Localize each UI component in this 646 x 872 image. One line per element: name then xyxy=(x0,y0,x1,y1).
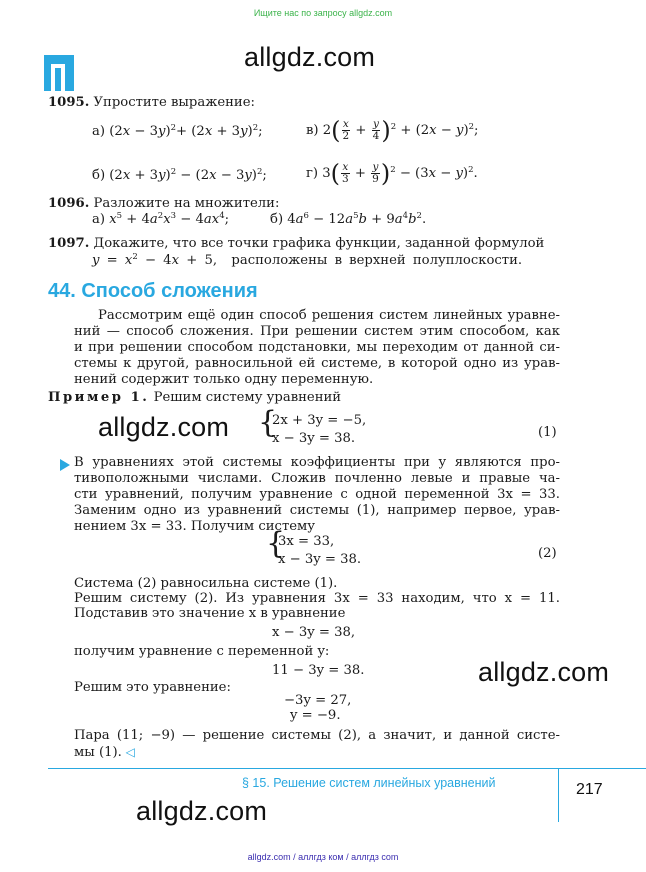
system-2-eq2: x − 3y = 38. xyxy=(278,552,362,567)
solution-line: сти уравнений, получим уравнение с одной переменной 3x = 33. xyxy=(74,487,560,502)
text-line-justified xyxy=(74,591,560,607)
exercise-1097-line1: 1097. Докажите, что все точки графика функции, заданной формулой xyxy=(48,236,545,251)
intro-paragraph xyxy=(74,308,560,388)
solution-line: тивоположными числами. Сложив почленно левые и правые ча- xyxy=(74,471,560,486)
text-line: Решим систему (2). Из уравнения 3x = 33 находим, что x = 11. xyxy=(74,591,560,606)
exercise-1095-v: в) 2( $\frac{x}{2}$ + $\frac{y}{4}$ )$^2 + (2x - y)^2$; xyxy=(306,116,479,145)
exercise-1096-header: 1096. Разложите на множители: xyxy=(48,196,280,211)
bottom-watermark: allgdz.com / аллгдз ком / аллгдз com xyxy=(247,852,399,862)
equation: 11 − 3y = 38. xyxy=(272,663,365,678)
text-line: Подставив это значение x в уравнение xyxy=(74,606,346,621)
footer-chapter: § 15. Решение систем линейных уравнений xyxy=(242,776,496,790)
example-heading: Пример 1. Решим систему уравнений xyxy=(48,390,342,405)
footer-divider xyxy=(48,768,558,769)
footer-divider-vertical xyxy=(558,768,559,822)
exercise-1096-b: б) $4a^6 - 12a^5b + 9a^4b^2$. xyxy=(270,211,427,227)
equation: x − 3y = 38, xyxy=(272,625,356,640)
section-title: 44. Способ сложения xyxy=(48,280,258,302)
exercise-1096-a: а) $x^5 + 4a^2x^3 - 4ax^4$; xyxy=(92,211,230,227)
text-line-justified xyxy=(74,728,560,744)
text-line: мы (1). ◁ xyxy=(74,745,135,760)
solution-line: Заменим одно из уравнений системы (1), например первое, урав- xyxy=(74,503,560,518)
solution-start-icon xyxy=(60,459,70,471)
system-1-label: (1) xyxy=(538,425,557,440)
text-line: Пара (11; −9) — решение системы (2), а значит, и данной систе- xyxy=(74,728,560,743)
watermark-4: allgdz.com xyxy=(136,796,268,826)
system-2-eq1: 3x = 33, xyxy=(278,534,335,549)
exercise-1095-header: 1095. Упростите выражение: xyxy=(48,95,255,110)
section-logo-icon xyxy=(44,55,74,91)
system-1-eq2: x − 3y = 38. xyxy=(272,431,356,446)
text-line: получим уравнение с переменной y: xyxy=(74,644,330,659)
top-watermark: Ищите нас по запросу allgdz.com xyxy=(253,8,393,18)
solution-paragraph xyxy=(74,455,560,535)
watermark-3: allgdz.com xyxy=(478,657,610,687)
intro-line: стемы к другой, равносильной ей системе, в которой одно из урав- xyxy=(74,356,560,371)
text-line: Решим это уравнение: xyxy=(74,680,231,695)
intro-line: ний — способ сложения. При решении систем этим способом, как xyxy=(74,324,560,339)
equation: y = −9. xyxy=(290,708,341,723)
exercise-1095-b: б) $(2x + 3y)^2 - (2x - 3y)^2$; xyxy=(92,167,267,183)
intro-line: нений содержит только одну переменную. xyxy=(74,372,374,387)
intro-line: Рассмотрим ещё один способ решения систем линейных уравне- xyxy=(98,308,560,323)
exercise-1095-g: г) 3( $\frac{x}{3}$ + $\frac{y}{9}$ )$^2 - (3x - y)^2$. xyxy=(306,159,478,188)
text-line: Система (2) равносильна системе (1). xyxy=(74,576,338,591)
watermark-1: allgdz.com xyxy=(244,42,376,72)
footer-divider-right xyxy=(558,768,646,769)
exercise-1095-a: а) $(2x - 3y)^2+ (2x + 3y)^2$; xyxy=(92,123,263,139)
equation: −3y = 27, xyxy=(284,693,352,708)
solution-line: нением 3x = 33. Получим систему xyxy=(74,519,316,534)
system-1-eq1: 2x + 3y = −5, xyxy=(272,413,367,428)
watermark-2: allgdz.com xyxy=(98,412,230,442)
solution-line: В уравнениях этой системы коэффициенты при y являются про- xyxy=(74,455,560,470)
system-2-label: (2) xyxy=(538,546,557,561)
exercise-1097-line2: $y = x^2 - 4x + 5$, расположены в верхней полуплоскости. xyxy=(92,252,523,268)
page-number: 217 xyxy=(576,781,603,798)
solution-end-icon: ◁ xyxy=(121,745,135,759)
intro-line: и при решении способом подстановки, мы переходим от данной си- xyxy=(74,340,560,355)
